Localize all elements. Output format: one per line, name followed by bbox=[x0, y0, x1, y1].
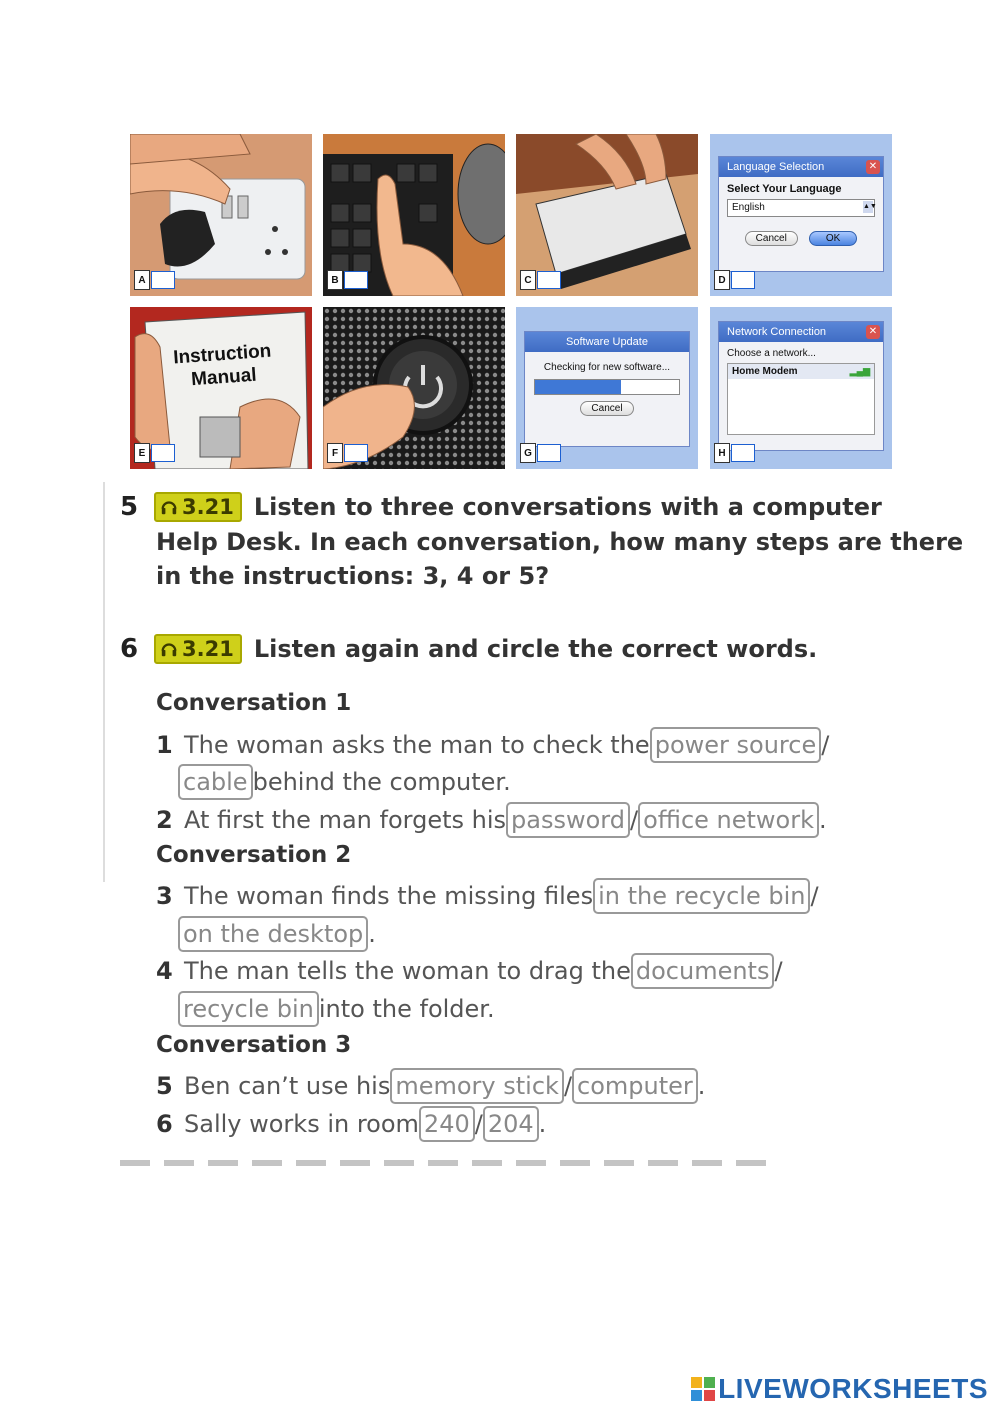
answer-box-h[interactable] bbox=[731, 444, 755, 462]
answer-label-b bbox=[327, 270, 368, 290]
question-1-continued bbox=[178, 764, 511, 800]
network-prompt: Choose a network... bbox=[727, 348, 816, 359]
dialog-title-text: Language Selection bbox=[727, 161, 825, 173]
liveworksheets-logo bbox=[691, 1373, 988, 1405]
answer-option-documents[interactable]: documents bbox=[631, 953, 775, 989]
answer-box-g[interactable] bbox=[537, 444, 561, 462]
close-icon: ✕ bbox=[866, 160, 880, 174]
manual-title-line1: Instruction bbox=[172, 340, 272, 369]
answer-option-memory-stick[interactable]: memory stick bbox=[390, 1068, 564, 1104]
language-dialog bbox=[718, 156, 884, 272]
question-text: Ben can’t use his bbox=[184, 1072, 391, 1100]
question-number: 3 bbox=[156, 882, 173, 910]
picture-letter: E bbox=[134, 443, 150, 463]
exercise-5-line3: in the instructions: 3, 4 or 5? bbox=[156, 562, 550, 590]
picture-letter: C bbox=[520, 270, 536, 290]
answer-box-a[interactable] bbox=[151, 271, 175, 289]
audio-track-badge bbox=[154, 492, 242, 522]
answer-option-password[interactable]: password bbox=[506, 802, 630, 838]
exercise-number: 5 bbox=[120, 492, 139, 522]
audio-track-badge bbox=[154, 634, 242, 664]
logo-icon bbox=[691, 1377, 715, 1401]
picture-letter: F bbox=[327, 443, 343, 463]
answer-option-cable[interactable]: cable bbox=[178, 764, 253, 800]
picture-letter: D bbox=[714, 270, 730, 290]
question-text: The woman finds the missing files bbox=[184, 882, 594, 910]
option-separator: / bbox=[810, 882, 819, 910]
exercise-6 bbox=[120, 634, 817, 664]
picture-e bbox=[130, 307, 312, 469]
question-text-end: . bbox=[819, 806, 827, 834]
answer-option-recycle-bin-2[interactable]: recycle bin bbox=[178, 991, 319, 1027]
option-separator: / bbox=[774, 957, 783, 985]
question-text-end: . bbox=[538, 1110, 547, 1138]
answer-box-f[interactable] bbox=[344, 444, 368, 462]
option-separator: / bbox=[629, 806, 639, 834]
question-number: 6 bbox=[156, 1110, 173, 1138]
cancel-button: Cancel bbox=[580, 401, 633, 416]
answer-option-office-network[interactable]: office network bbox=[638, 802, 819, 838]
picture-d bbox=[710, 134, 892, 296]
answer-label-a bbox=[134, 270, 175, 290]
answer-option-240[interactable]: 240 bbox=[419, 1106, 475, 1142]
answer-label-f bbox=[327, 443, 368, 463]
question-text-end: . bbox=[368, 920, 376, 948]
manual-title bbox=[173, 340, 274, 393]
question-text-end: into the folder. bbox=[318, 995, 495, 1023]
conversation-1-heading: Conversation 1 bbox=[156, 690, 352, 716]
signal-strength-icon: ▂▄▆ bbox=[849, 366, 870, 376]
picture-g bbox=[516, 307, 698, 469]
answer-box-e[interactable] bbox=[151, 444, 175, 462]
exercise-5-line2: Help Desk. In each conversation, how many steps are there bbox=[156, 528, 964, 556]
dialog-title-text: Network Connection bbox=[727, 326, 827, 338]
answer-box-d[interactable] bbox=[731, 271, 755, 289]
progress-bar bbox=[534, 379, 680, 395]
answer-option-204[interactable]: 204 bbox=[483, 1106, 539, 1142]
option-separator: / bbox=[474, 1110, 483, 1138]
ok-button: OK bbox=[809, 231, 857, 246]
question-6 bbox=[156, 1106, 546, 1142]
margin-rule bbox=[103, 482, 105, 882]
question-number: 2 bbox=[156, 806, 173, 834]
question-text: Sally works in room bbox=[184, 1110, 419, 1138]
picture-a bbox=[130, 134, 312, 296]
answer-label-c bbox=[520, 270, 561, 290]
exercise-5-line1: Listen to three conversations with a computer bbox=[253, 493, 882, 521]
picture-letter: B bbox=[327, 270, 343, 290]
question-4 bbox=[156, 953, 783, 989]
language-select bbox=[727, 199, 875, 217]
question-5 bbox=[156, 1068, 705, 1104]
picture-h bbox=[710, 307, 892, 469]
network-name: Home Modem bbox=[732, 366, 798, 377]
close-icon: ✕ bbox=[866, 325, 880, 339]
answer-label-d bbox=[714, 270, 755, 290]
answer-option-desktop[interactable]: on the desktop bbox=[178, 916, 368, 952]
cropped-text-fragment bbox=[120, 1160, 780, 1166]
logo-text: LIVEWORKSHEETS bbox=[718, 1373, 988, 1404]
answer-option-recycle-bin[interactable]: in the recycle bin bbox=[593, 878, 810, 914]
headphones-icon bbox=[160, 640, 178, 658]
select-value: English bbox=[732, 202, 765, 213]
answer-box-c[interactable] bbox=[537, 271, 561, 289]
exercise-6-instruction: Listen again and circle the correct words. bbox=[253, 635, 818, 663]
headphones-icon bbox=[160, 498, 178, 516]
option-separator: / bbox=[821, 731, 830, 759]
question-3 bbox=[156, 878, 819, 914]
dialog-title bbox=[525, 332, 689, 352]
question-3-continued bbox=[178, 916, 376, 952]
answer-label-g bbox=[520, 443, 561, 463]
chevron-updown-icon: ▲▼ bbox=[863, 201, 873, 213]
question-1 bbox=[156, 727, 829, 763]
question-text: The woman asks the man to check the bbox=[184, 731, 650, 759]
picture-c bbox=[516, 134, 698, 296]
network-list bbox=[727, 363, 875, 435]
answer-label-h bbox=[714, 443, 755, 463]
dialog-title bbox=[719, 322, 883, 342]
question-4-continued bbox=[178, 991, 495, 1027]
exercise-number: 6 bbox=[120, 634, 139, 664]
software-update-dialog bbox=[524, 331, 690, 447]
picture-letter: H bbox=[714, 443, 730, 463]
picture-f bbox=[323, 307, 505, 469]
dialog-title bbox=[719, 157, 883, 177]
network-item bbox=[728, 364, 874, 379]
dialog-prompt: Select Your Language bbox=[727, 183, 842, 195]
picture-b bbox=[323, 134, 505, 296]
track-number: 3.21 bbox=[182, 495, 234, 519]
question-number: 5 bbox=[156, 1072, 173, 1100]
conversation-2-heading: Conversation 2 bbox=[156, 842, 352, 868]
answer-option-power-source[interactable]: power source bbox=[650, 727, 822, 763]
question-text-end: behind the computer. bbox=[252, 768, 511, 796]
question-2 bbox=[156, 802, 827, 838]
question-text: The man tells the woman to drag the bbox=[184, 957, 631, 985]
cancel-button: Cancel bbox=[745, 231, 798, 246]
progress-fill bbox=[535, 380, 621, 394]
question-text: At first the man forgets his bbox=[184, 806, 507, 834]
question-text-end: . bbox=[697, 1072, 706, 1100]
conversation-3-heading: Conversation 3 bbox=[156, 1032, 352, 1058]
dialog-title-text: Software Update bbox=[566, 336, 648, 348]
track-number: 3.21 bbox=[182, 637, 234, 661]
answer-option-computer[interactable]: computer bbox=[572, 1068, 698, 1104]
exercise-5 bbox=[120, 492, 963, 590]
picture-letter: A bbox=[134, 270, 150, 290]
option-separator: / bbox=[563, 1072, 573, 1100]
question-number: 4 bbox=[156, 957, 173, 985]
network-dialog bbox=[718, 321, 884, 451]
picture-letter: G bbox=[520, 443, 536, 463]
update-message: Checking for new software... bbox=[543, 362, 671, 373]
question-number: 1 bbox=[156, 731, 173, 759]
answer-box-b[interactable] bbox=[344, 271, 368, 289]
answer-label-e bbox=[134, 443, 175, 463]
manual-title-line2: Manual bbox=[190, 364, 258, 391]
